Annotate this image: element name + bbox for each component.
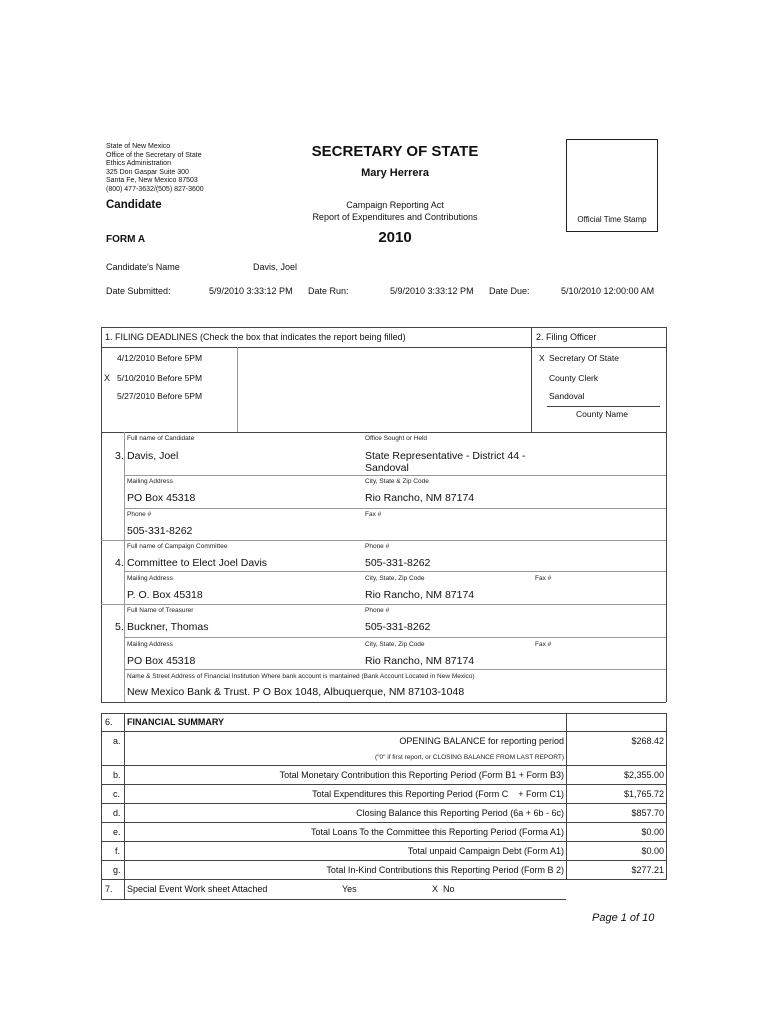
rule	[666, 713, 667, 880]
rule	[101, 879, 666, 880]
rule	[124, 669, 666, 670]
field-label: City, State, Zip Code	[365, 575, 425, 582]
rule	[531, 327, 532, 432]
office-sought: Sandoval	[365, 462, 409, 474]
summary-row-label: Total Expenditures this Reporting Period (Form C + Form C1)	[312, 789, 564, 799]
special-event-yes[interactable]: Yes	[342, 884, 357, 894]
field-label: City, State, Zip Code	[365, 641, 425, 648]
rule	[566, 713, 567, 880]
rule	[124, 508, 666, 509]
treasurer-phone: 505-331-8262	[365, 621, 431, 633]
treasurer-mailing-address: PO Box 45318	[127, 655, 196, 667]
rule	[101, 822, 666, 823]
secretary-name: Mary Herrera	[361, 167, 429, 179]
rule	[101, 432, 666, 433]
committee-phone: 505-331-8262	[365, 557, 431, 569]
summary-row-amount: $268.42	[631, 736, 664, 746]
candidate-name: Davis, Joel	[253, 262, 298, 272]
bank-address: New Mexico Bank & Trust. P O Box 1048, Albuquerque, NM 87103-1048	[127, 686, 465, 698]
section-number: 5.	[115, 621, 124, 633]
office-sought: State Representative - District 44 -	[365, 450, 526, 462]
field-label: Full name of Campaign Committee	[127, 543, 228, 550]
field-label: Phone #	[127, 511, 152, 518]
candidate-mailing-address: PO Box 45318	[127, 492, 196, 504]
field-label: Full Name of Treasurer	[127, 607, 194, 614]
date-due-label: Date Due:	[489, 286, 530, 296]
rule	[101, 604, 666, 605]
summary-row-label: Total In-Kind Contributions this Reporting Period (Form B 2)	[326, 865, 564, 875]
rule	[124, 432, 125, 702]
financial-summary-title: FINANCIAL SUMMARY	[127, 717, 224, 727]
address-line: Office of the Secretary of State	[106, 151, 202, 159]
county-underline	[547, 406, 660, 407]
page-number: Page 1 of 10	[592, 912, 655, 924]
summary-row-label: Total Monetary Contribution this Reporting Period (Form B1 + Form B3)	[279, 770, 564, 780]
rule	[101, 860, 666, 861]
county-value: Sandoval	[549, 391, 585, 401]
field-label: Mailing Address	[127, 641, 173, 648]
rule	[124, 571, 666, 572]
summary-row-letter: c.	[113, 789, 121, 799]
committee-city: Rio Rancho, NM 87174	[365, 589, 475, 601]
summary-row-letter: a.	[113, 736, 121, 746]
treasurer-name: Buckner, Thomas	[127, 621, 209, 633]
rule	[101, 731, 666, 732]
candidate-heading: Candidate	[106, 199, 162, 211]
county-name-label: County Name	[576, 409, 628, 419]
summary-row-amount: $277.21	[631, 865, 664, 875]
candidate-city: Rio Rancho, NM 87174	[365, 492, 475, 504]
address-line: Ethics Administration	[106, 160, 171, 168]
opening-balance-note: ("0" if first report, or CLOSING BALANCE FROM LAST REPORT)	[375, 754, 564, 761]
date-submitted: 5/9/2010 3:33:12 PM	[209, 286, 293, 296]
field-label: Phone #	[365, 543, 390, 550]
rule	[124, 475, 666, 476]
rule	[237, 347, 238, 432]
special-event-label: Special Event Work sheet Attached	[127, 884, 268, 894]
summary-row-letter: d.	[113, 808, 121, 818]
field-label: Name & Street Address of Financial Institution Where bank account is mantained (Bank Account Located in New Mexico)	[127, 673, 475, 680]
rule	[101, 713, 666, 714]
candidate-phone: 505-331-8262	[127, 525, 193, 537]
stamp-label: Official Time Stamp	[577, 215, 647, 224]
date-run: 5/9/2010 3:33:12 PM	[390, 286, 474, 296]
form-label: FORM A	[106, 234, 146, 245]
field-label: City, State & Zip Code	[365, 478, 429, 485]
rule	[101, 784, 666, 785]
deadline-option: 5/27/2010 Before 5PM	[117, 391, 203, 401]
official-time-stamp-box	[566, 139, 658, 232]
rule	[124, 713, 125, 899]
field-label: Fax #	[535, 641, 552, 648]
summary-row-amount: $0.00	[641, 827, 664, 837]
summary-row-label: Closing Balance this Reporting Period (6a + 6b - 6c)	[356, 808, 564, 818]
rule	[101, 765, 666, 766]
section-number: 7.	[105, 884, 113, 894]
rule	[101, 347, 666, 348]
field-label: Phone #	[365, 607, 390, 614]
rule	[101, 702, 666, 703]
date-due: 5/10/2010 12:00:00 AM	[561, 286, 655, 296]
summary-row-letter: g.	[113, 865, 121, 875]
officer-option: County Clerk	[549, 373, 599, 383]
committee-name: Committee to Elect Joel Davis	[127, 557, 268, 569]
summary-row-letter: f.	[115, 846, 121, 856]
summary-row-amount: $857.70	[631, 808, 664, 818]
field-label: Full name of Candidate	[127, 435, 195, 442]
act-title: Campaign Reporting Act	[346, 200, 444, 210]
page-title: SECRETARY OF STATE	[311, 143, 479, 160]
rule	[124, 637, 666, 638]
section-number: 4.	[115, 557, 124, 569]
rule	[101, 327, 666, 328]
date-run-label: Date Run:	[308, 286, 349, 296]
rule	[666, 327, 667, 432]
filing-deadlines-title: 1. FILING DEADLINES (Check the box that indicates the report being filled)	[105, 332, 406, 342]
officer-checkbox[interactable]: X	[539, 353, 545, 363]
summary-row-label: Total unpaid Campaign Debt (Form A1)	[407, 846, 564, 856]
committee-mailing-address: P. O. Box 45318	[127, 589, 203, 601]
officer-option: Secretary Of State	[549, 353, 619, 363]
special-event-no[interactable]: X No	[432, 884, 455, 894]
field-label: Office Sought or Held	[365, 435, 428, 442]
summary-row-label: OPENING BALANCE for reporting period	[399, 736, 564, 746]
section-number: 3.	[115, 450, 124, 462]
address-line: 325 Don Gaspar Suite 300	[106, 168, 189, 176]
section-number: 6.	[105, 717, 113, 727]
rule	[101, 841, 666, 842]
field-label: Fax #	[535, 575, 552, 582]
summary-row-amount: $1,765.72	[623, 789, 664, 799]
address-line: State of New Mexico	[106, 143, 171, 150]
rule	[101, 713, 102, 899]
summary-row-letter: b.	[113, 770, 121, 780]
address-line: (800) 477-3632/(505) 827-3600	[106, 185, 204, 193]
rule	[666, 432, 667, 702]
treasurer-city: Rio Rancho, NM 87174	[365, 655, 475, 667]
rule	[101, 432, 102, 702]
rule	[101, 899, 566, 900]
candidate-name-label: Candidate's Name	[106, 262, 180, 272]
rule	[101, 327, 102, 432]
deadline-checkbox[interactable]: X	[104, 373, 111, 383]
rule	[101, 803, 666, 804]
report-title: Report of Expenditures and Contributions	[312, 212, 478, 222]
summary-row-letter: e.	[113, 827, 121, 837]
summary-row-label: Total Loans To the Committee this Reporting Period (Forma A1)	[311, 827, 564, 837]
report-year: 2010	[378, 229, 412, 246]
summary-row-amount: $2,355.00	[623, 770, 664, 780]
field-label: Mailing Address	[127, 575, 173, 582]
date-submitted-label: Date Submitted:	[106, 286, 171, 296]
agency-address	[106, 143, 204, 195]
address-line: Santa Fe, New Mexico 87503	[106, 177, 198, 185]
candidate-full-name: Davis, Joel	[127, 450, 179, 462]
field-label: Mailing Address	[127, 478, 173, 485]
filing-officer-title: 2. Filing Officer	[536, 332, 597, 342]
rule	[101, 540, 666, 541]
field-label: Fax #	[365, 511, 382, 518]
summary-row-amount: $0.00	[641, 846, 664, 856]
deadline-option: 5/10/2010 Before 5PM	[117, 373, 203, 383]
deadline-option: 4/12/2010 Before 5PM	[117, 353, 203, 363]
